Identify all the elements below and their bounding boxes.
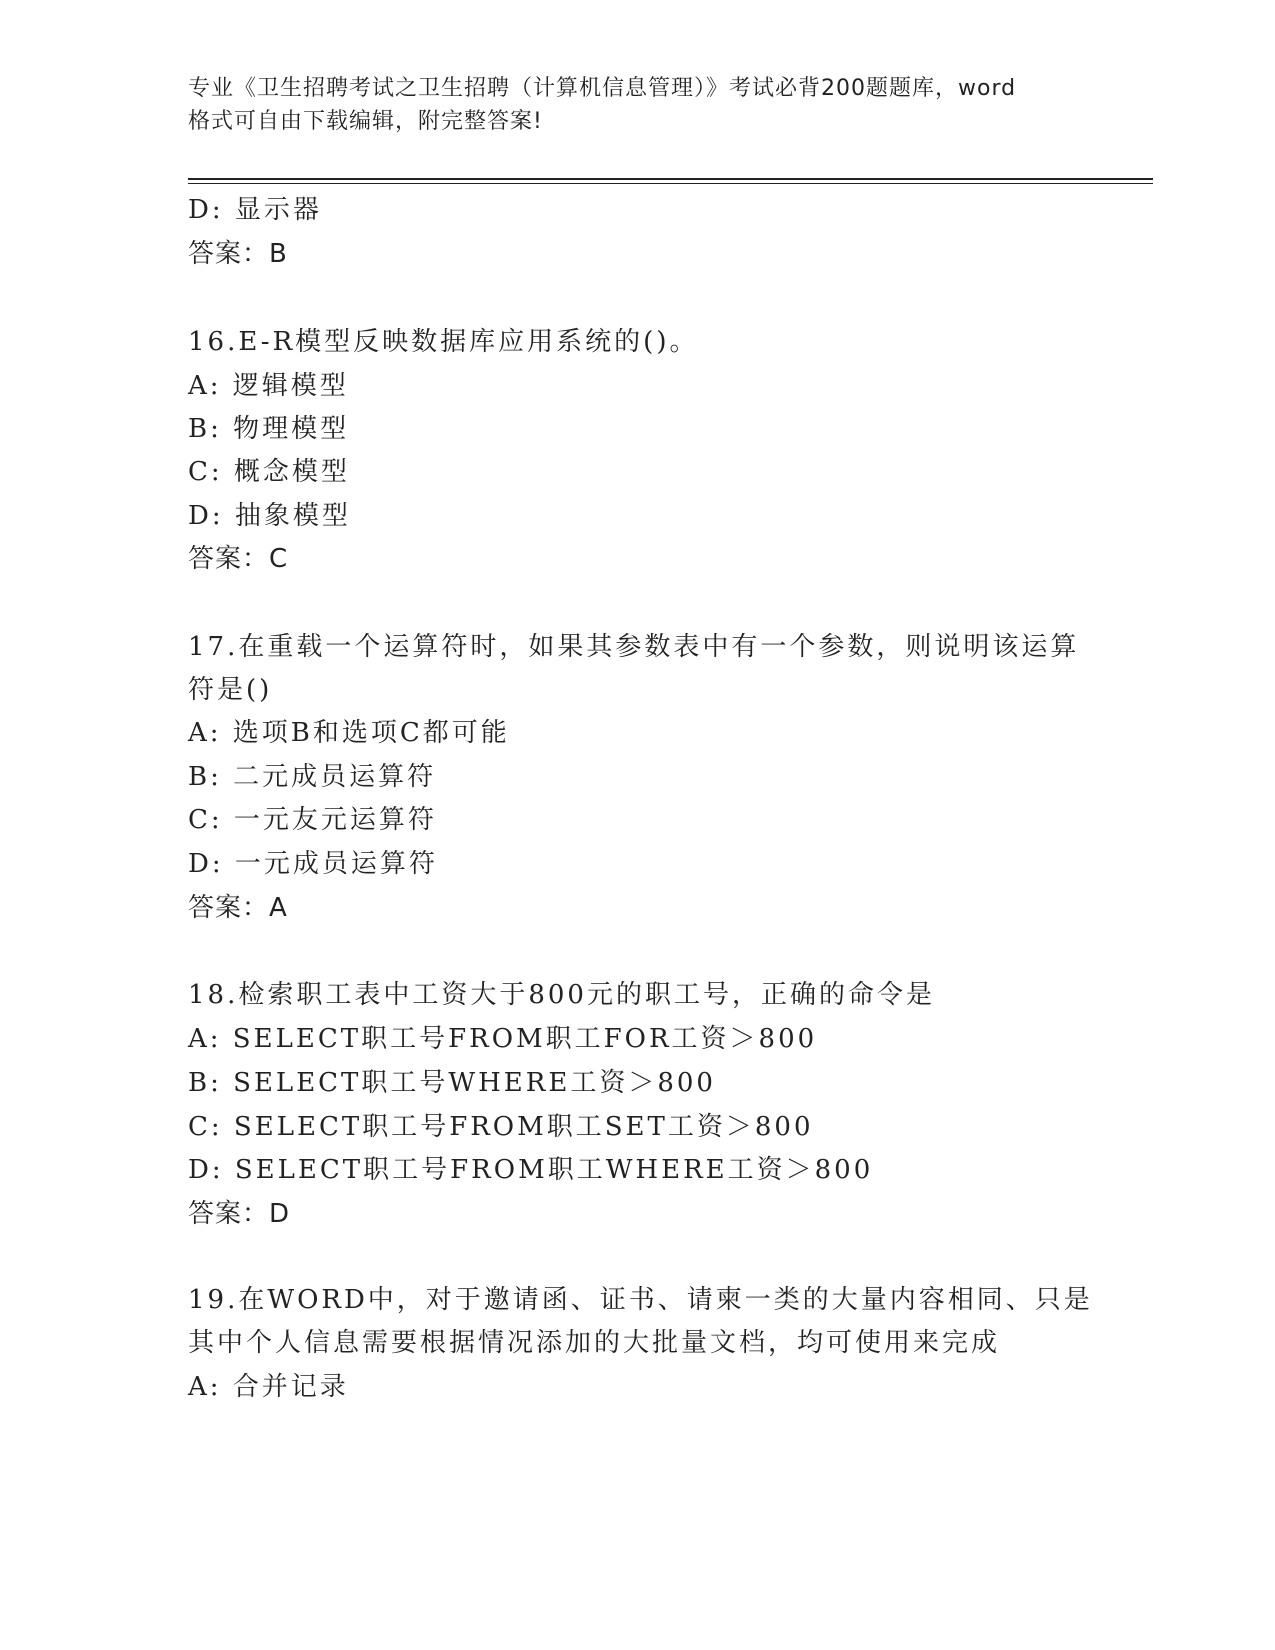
q19-question-line-2: 其中个人信息需要根据情况添加的大批量文档，均可使用来完成 [188,1328,1001,1358]
q19-option-a: A: 合并记录 [188,1372,349,1402]
q18-answer: 答案：D [188,1199,291,1229]
q17-question-line-2: 符是() [188,675,273,705]
q15-option-d: D: 显示器 [188,195,322,225]
header-line-1: 专业《卫生招聘考试之卫生招聘（计算机信息管理）》考试必背200题题库，word [188,76,1017,101]
header-line-2: 格式可自由下载编辑，附完整答案! [188,109,543,134]
q19-question-line-1: 19.在WORD中，对于邀请函、证书、请柬一类的大量内容相同、只是 [188,1285,1093,1315]
q17-option-c: C: 一元友元运算符 [188,805,437,835]
q15-answer: 答案：B [188,239,288,269]
q17-option-a: A: 选项B和选项C都可能 [188,718,510,748]
header-divider-thick [188,178,1153,180]
document-header [188,72,1088,138]
q16-option-c: C: 概念模型 [188,457,350,487]
q16-question: 16.E-R模型反映数据库应用系统的()。 [188,327,699,357]
q18-option-d: D: SELECT职工号FROM职工WHERE工资＞800 [188,1155,874,1185]
q16-answer: 答案：C [188,544,289,574]
q17-question-line-1: 17.在重载一个运算符时，如果其参数表中有一个参数，则说明该运算 [188,632,1080,662]
q18-option-b: B: SELECT职工号WHERE工资＞800 [188,1068,716,1098]
q16-option-a: A: 逻辑模型 [188,371,349,401]
q17-option-d: D: 一元成员运算符 [188,849,438,879]
q16-option-b: B: 物理模型 [188,414,350,444]
q16-option-d: D: 抽象模型 [188,501,351,531]
header-divider-thin [188,183,1153,184]
q17-answer: 答案：A [188,893,288,923]
q17-option-b: B: 二元成员运算符 [188,762,437,792]
q18-question: 18.检索职工表中工资大于800元的职工号，正确的命令是 [188,980,935,1010]
q18-option-a: A: SELECT职工号FROM职工FOR工资＞800 [188,1024,818,1054]
q18-option-c: C: SELECT职工号FROM职工SET工资＞800 [188,1112,814,1142]
